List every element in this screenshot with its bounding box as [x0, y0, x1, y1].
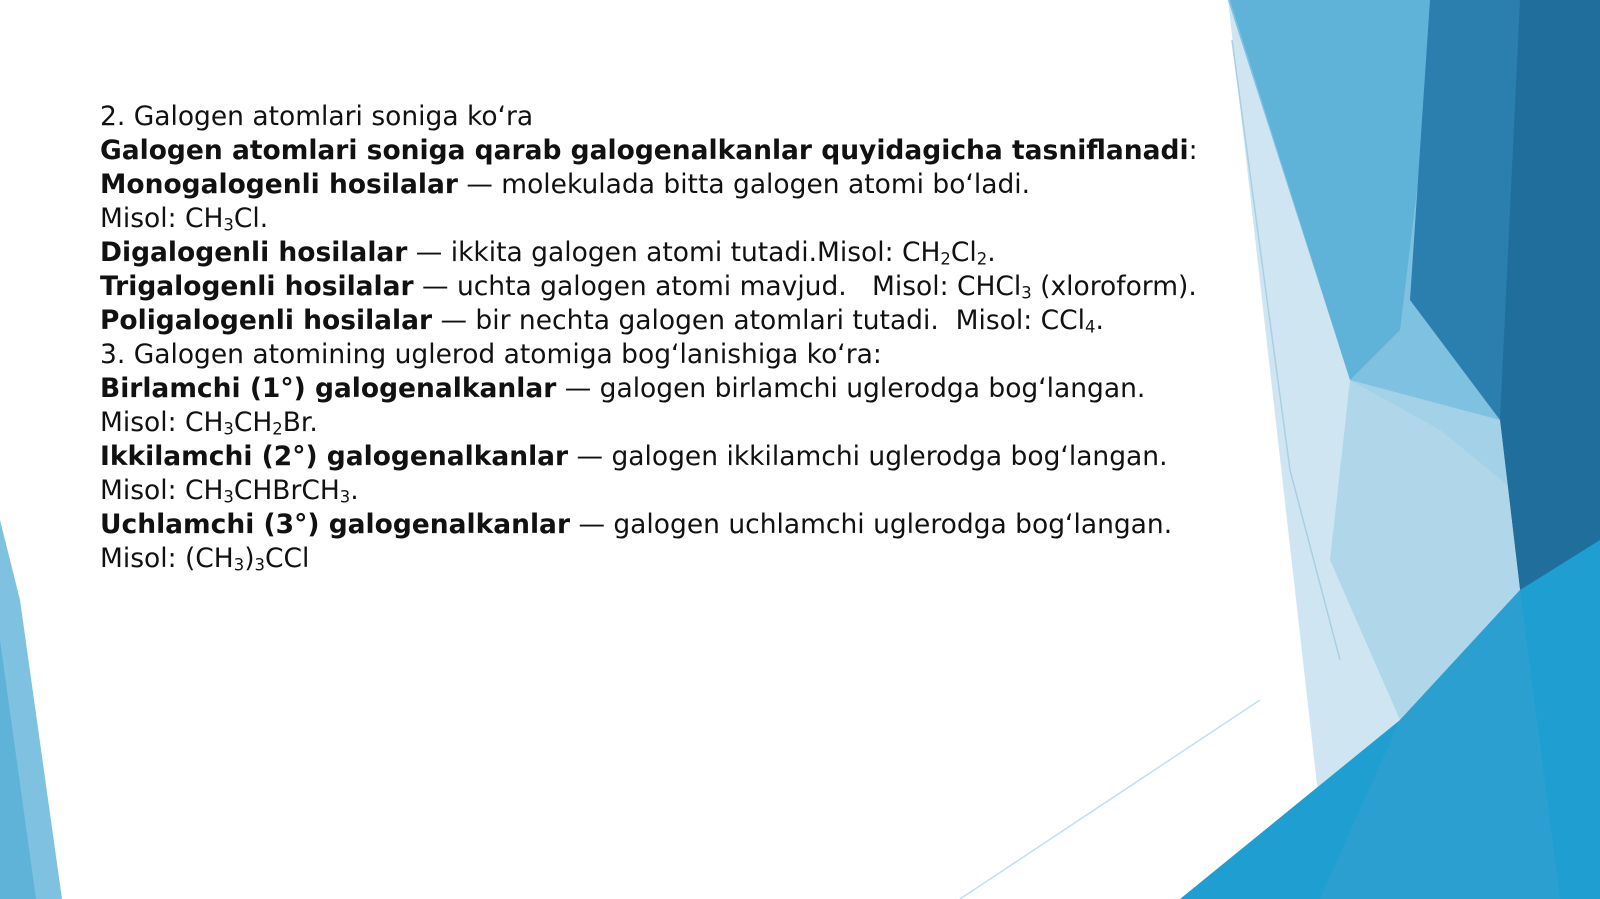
example-suffix: . — [1095, 305, 1104, 336]
example-suffix: . — [259, 203, 269, 234]
example-prefix: Misol: — [100, 543, 185, 574]
chem-formula: $(CH_3)_3CCl$ — [184, 543, 310, 575]
item-label: Digalogenli hosilalar — [100, 237, 408, 268]
intro-bold: Galogen atomlari soniga qarab galogenalkanlar quyidagicha tasniflanadi — [100, 135, 1189, 166]
example-prefix: Misol: — [100, 407, 185, 438]
item-label: Poligalogenli hosilalar — [100, 305, 433, 336]
intro-tail: : — [1188, 135, 1198, 166]
decor-thin-line-2 — [960, 700, 1260, 899]
example-suffix: . — [350, 475, 359, 506]
chem-formula: $CH_3CH_2Br$ — [184, 407, 310, 439]
example-suffix: (xloroform). — [1031, 271, 1197, 302]
item-di — [100, 236, 1220, 270]
example-prefix: Misol: — [100, 203, 185, 234]
item-description: — ikkita galogen atomi tutadi.Misol: — [407, 237, 902, 268]
intro-line — [100, 134, 1220, 168]
item-label: Ikkilamchi (2°) galogenalkanlar — [100, 441, 569, 472]
chem-formula: $CH_3CHBrCH_3$ — [184, 475, 351, 507]
item-secondary — [100, 440, 1220, 508]
item-mono — [100, 168, 1220, 236]
item-description: — uchta galogen atomi mavjud. Misol: — [413, 271, 957, 302]
section-heading-count: 2. Galogen atomlari soniga ko‘ra — [100, 101, 534, 132]
example-suffix: . — [987, 237, 996, 268]
chem-formula: $CH_3Cl$ — [184, 203, 260, 235]
item-tertiary — [100, 508, 1220, 576]
item-label: Birlamchi (1°) galogenalkanlar — [100, 373, 557, 404]
example-prefix: Misol: — [100, 475, 185, 506]
item-description: — galogen uchlamchi uglerodga bog‘langan. — [570, 509, 1173, 540]
chem-formula: CHCl$_3$ — [956, 271, 1032, 303]
item-label: Trigalogenli hosilalar — [100, 271, 414, 302]
example-suffix: . — [309, 407, 318, 438]
chem-formula: $CH_2Cl_2$ — [901, 237, 988, 269]
item-label: Monogalogenli hosilalar — [100, 169, 458, 200]
item-tri — [100, 270, 1220, 304]
item-description: — galogen ikkilamchi uglerodga bog‘langan. — [568, 441, 1168, 472]
section-heading-bond: 3. Galogen atomining uglerod atomiga bog‘lanishiga ko‘ra: — [100, 339, 882, 370]
item-description: — molekulada bitta galogen atomi bo‘ladi. — [457, 169, 1031, 200]
chem-formula: CCl$_4$ — [1040, 305, 1096, 337]
item-poly — [100, 304, 1220, 338]
item-primary — [100, 372, 1220, 440]
item-description: — galogen birlamchi uglerodga bog‘langan. — [556, 373, 1146, 404]
item-label: Uchlamchi (3°) galogenalkanlar — [100, 509, 571, 540]
slide-body — [100, 100, 1220, 576]
item-description: — bir nechta galogen atomlari tutadi. Misol: — [432, 305, 1041, 336]
